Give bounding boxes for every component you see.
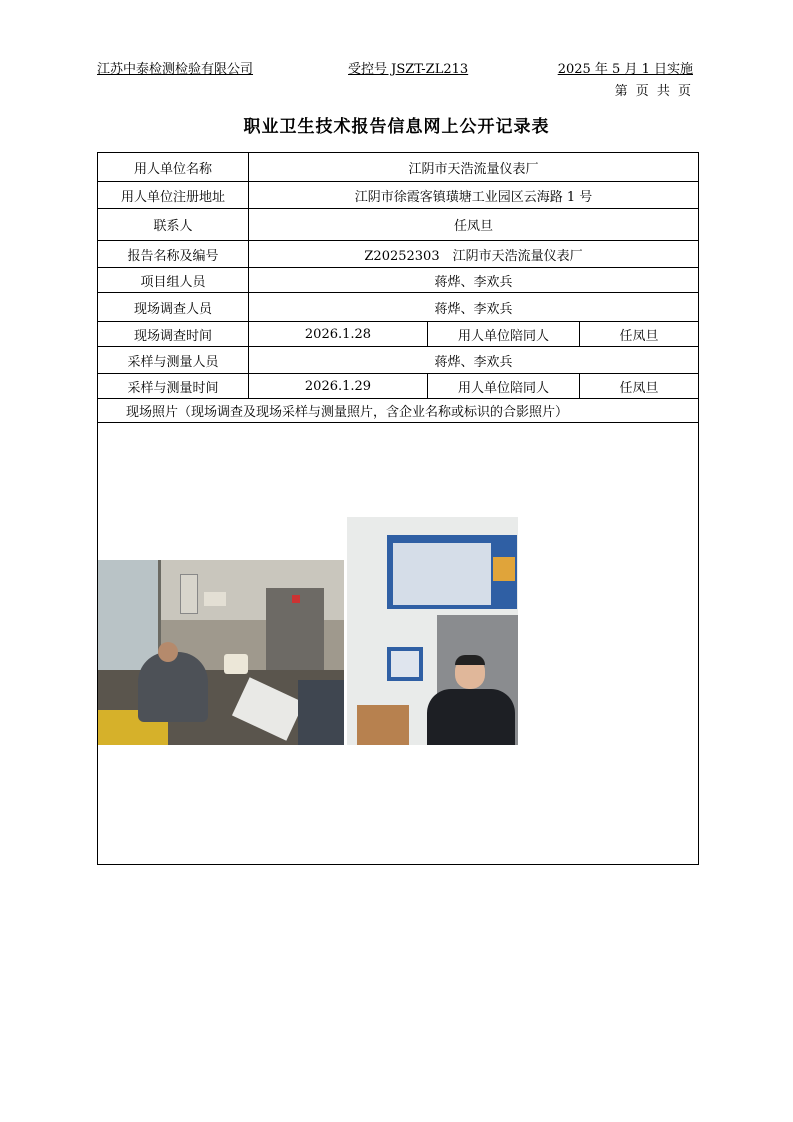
table-row bbox=[98, 374, 699, 399]
field-value: Z20252303 江阴市天浩流量仪表厂 bbox=[249, 241, 699, 268]
table-row bbox=[98, 423, 699, 865]
field-label: 现场调查时间 bbox=[98, 322, 249, 347]
field-value: 2026.1.29 bbox=[249, 374, 428, 399]
field-label: 采样与测量时间 bbox=[98, 374, 249, 399]
field-label: 联系人 bbox=[98, 209, 249, 241]
photo-area bbox=[98, 517, 518, 747]
field-label: 项目组人员 bbox=[98, 268, 249, 293]
field-value: 蒋烨、李欢兵 bbox=[249, 268, 699, 293]
table-row bbox=[98, 347, 699, 374]
table-row bbox=[98, 182, 699, 209]
record-table bbox=[97, 152, 699, 865]
workshop-survey-photo bbox=[98, 560, 344, 745]
table-row bbox=[98, 322, 699, 347]
field-label: 现场调查人员 bbox=[98, 293, 249, 322]
field-label: 用人单位陪同人 bbox=[428, 374, 580, 399]
field-label: 用人单位陪同人 bbox=[428, 322, 580, 347]
table-row bbox=[98, 241, 699, 268]
field-label: 采样与测量人员 bbox=[98, 347, 249, 374]
effective-date: 2025 年 5 月 1 日实施 bbox=[557, 62, 693, 77]
field-value: 蒋烨、李欢兵 bbox=[249, 293, 699, 322]
field-value: 任凤旦 bbox=[580, 322, 699, 347]
photos-cell bbox=[98, 423, 699, 865]
page-title: 职业卫生技术报告信息网上公开记录表 bbox=[243, 117, 550, 137]
table-row bbox=[98, 293, 699, 322]
field-value: 江阴市徐霞客镇璜塘工业园区云海路 1 号 bbox=[249, 182, 699, 209]
field-value: 2026.1.28 bbox=[249, 322, 428, 347]
table-row bbox=[98, 399, 699, 423]
field-value: 任凤旦 bbox=[249, 209, 699, 241]
photos-label: 现场照片（现场调查及现场采样与测量照片，含企业名称或标识的合影照片） bbox=[98, 399, 699, 423]
field-label: 报告名称及编号 bbox=[98, 241, 249, 268]
field-value: 任凤旦 bbox=[580, 374, 699, 399]
field-label: 用人单位注册地址 bbox=[98, 182, 249, 209]
field-value: 蒋烨、李欢兵 bbox=[249, 347, 699, 374]
table-row bbox=[98, 268, 699, 293]
page-info: 第 页 共 页 bbox=[614, 84, 693, 99]
field-value: 江阴市天浩流量仪表厂 bbox=[249, 153, 699, 182]
field-label: 用人单位名称 bbox=[98, 153, 249, 182]
document-header bbox=[97, 58, 693, 78]
staff-group-photo bbox=[347, 517, 518, 745]
company-name: 江苏中泰检测检验有限公司 bbox=[97, 62, 254, 77]
table-row bbox=[98, 209, 699, 241]
control-number: 受控号 JSZT-ZL213 bbox=[348, 62, 469, 77]
table-row bbox=[98, 153, 699, 182]
